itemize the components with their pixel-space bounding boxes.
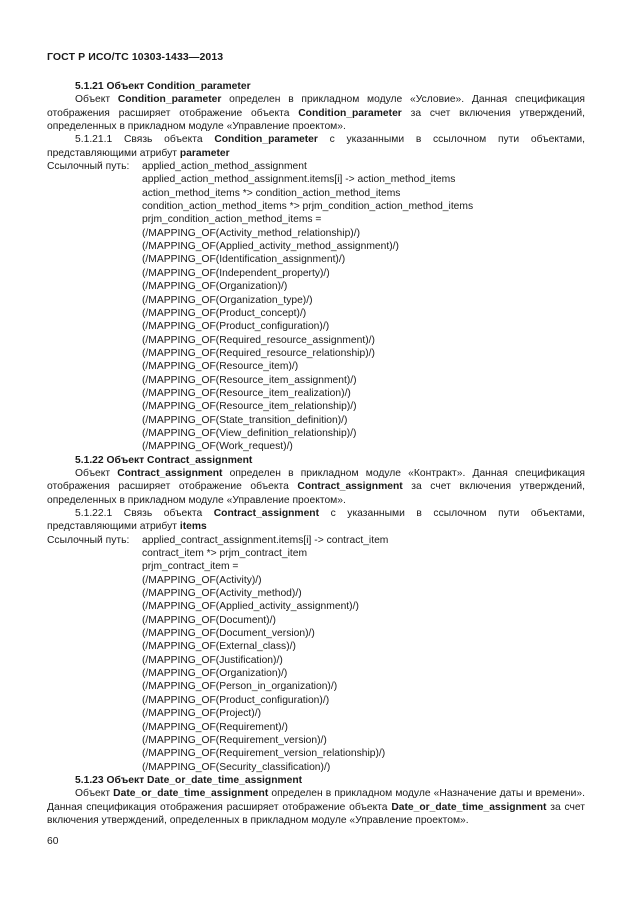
text-run: за счет включения утверждений, определенных в прикладном модуле «Управление проектом». (47, 107, 585, 133)
reference-path-line: (/MAPPING_OF(Resource_item)/) (142, 361, 299, 373)
attribute-name: items (179, 521, 207, 533)
reference-path-line: (/MAPPING_OF(Requirement_version_relationship)/) (142, 748, 386, 760)
section-heading: 5.1.22 Объект Contract_assignment (75, 454, 253, 466)
text-run: 5.1.21.1 Связь объекта (75, 134, 215, 146)
reference-path-line: (/MAPPING_OF(Required_resource_assignment)/) (142, 334, 375, 346)
section-heading: 5.1.23 Объект Date_or_date_time_assignment (75, 774, 303, 786)
reference-path-line: (/MAPPING_OF(Document)/) (142, 614, 276, 626)
reference-path-line: (/MAPPING_OF(Independent_property)/) (142, 267, 330, 279)
reference-path-line: prjm_contract_item = (142, 561, 239, 573)
reference-path-line: (/MAPPING_OF(Project)/) (142, 708, 261, 720)
text-run: за счет включения утверждений, определенных в прикладном модуле «Управление проектом». (47, 481, 585, 506)
reference-path-line: (/MAPPING_OF(Requirement_version)/) (142, 734, 327, 746)
reference-path-line: (/MAPPING_OF(State_transition_definition)/) (142, 414, 348, 426)
entity-name: Date_or_date_time_assignment (113, 788, 269, 800)
paragraph (47, 93, 585, 133)
reference-path-line: (/MAPPING_OF(Product_concept)/) (142, 307, 307, 319)
reference-path-line: (/MAPPING_OF(External_class)/) (142, 641, 296, 653)
reference-path-line: (/MAPPING_OF(Person_in_organization)/) (142, 681, 338, 693)
reference-path-line: applied_action_method_assignment (142, 161, 307, 173)
document-header: ГОСТ Р ИСО/ТС 10303-1433—2013 (47, 51, 224, 63)
reference-path (47, 534, 585, 774)
reference-path-label: Ссылочный путь: (47, 161, 130, 173)
reference-path-line: action_method_items *> condition_action_method_items (142, 187, 401, 199)
section-heading: 5.1.21 Объект Condition_parameter (75, 81, 251, 92)
entity-name: Contract_assignment (117, 467, 223, 479)
reference-path-line: (/MAPPING_OF(Activity_method_relationship)/) (142, 227, 361, 239)
reference-path-line: contract_item *> prjm_contract_item (142, 548, 308, 560)
text-run: определен в прикладном модуле «Назначение даты и времени». Данная спецификация отображения расширяет отображение объекта (47, 788, 585, 813)
entity-name: Date_or_date_time_assignment (391, 801, 547, 813)
reference-path-lines (47, 160, 585, 454)
text-run: Объект (75, 788, 114, 800)
text-run: 5.1.22.1 Связь объекта (75, 508, 214, 519)
entity-name: Condition_parameter (214, 134, 318, 146)
paragraph (47, 467, 585, 507)
reference-path-line: (/MAPPING_OF(Required_resource_relationship)/) (142, 347, 375, 359)
reference-path-line: (/MAPPING_OF(Justification)/) (142, 654, 283, 666)
reference-path-line: (/MAPPING_OF(Identification_assignment)/) (142, 254, 346, 266)
entity-name: Condition_parameter (117, 94, 222, 106)
entity-name: Contract_assignment (213, 508, 320, 519)
reference-path-line: (/MAPPING_OF(Activity_method)/) (142, 588, 302, 600)
reference-path (47, 160, 585, 454)
document-body (47, 80, 585, 827)
reference-path-line: (/MAPPING_OF(Work_request)/) (142, 441, 293, 453)
reference-path-line: (/MAPPING_OF(Product_configuration)/) (142, 694, 330, 706)
reference-path-line: (/MAPPING_OF(Organization)/) (142, 668, 288, 680)
reference-path-line: (/MAPPING_OF(Applied_activity_method_assignment)/) (142, 241, 399, 253)
text-run: за счет включения утверждений, определенных в прикладном модуле «Управление проектом». (47, 801, 585, 826)
reference-path-line: (/MAPPING_OF(Organization_type)/) (142, 294, 313, 306)
reference-path-line: (/MAPPING_OF(Security_classification)/) (142, 761, 331, 773)
reference-path-line: (/MAPPING_OF(View_definition_relationship)/) (142, 427, 357, 439)
reference-path-line: (/MAPPING_OF(Requirement)/) (142, 721, 288, 733)
reference-path-line: (/MAPPING_OF(Product_configuration)/) (142, 321, 330, 333)
reference-path-line: prjm_condition_action_method_items = (142, 214, 322, 226)
text-run: Объект (75, 467, 118, 479)
reference-path-line: (/MAPPING_OF(Resource_item_relationship)/) (142, 401, 357, 413)
reference-path-line: (/MAPPING_OF(Applied_activity_assignment)/) (142, 601, 359, 613)
paragraph (47, 507, 585, 534)
attribute-name: parameter (179, 147, 230, 159)
reference-path-lines (47, 534, 585, 774)
reference-path-label: Ссылочный путь: (47, 534, 130, 546)
text-run: с указанными в ссылочном пути объектами, представляющими атрибут (47, 508, 585, 533)
reference-path-line: (/MAPPING_OF(Organization)/) (142, 281, 288, 293)
paragraph (47, 787, 585, 827)
reference-path-line: applied_contract_assignment.items[i] -> contract_item (142, 534, 389, 546)
text-run: с указанными в ссылочном пути объектами, представляющими атрибут (47, 134, 585, 159)
reference-path-line: (/MAPPING_OF(Document_version)/) (142, 628, 315, 640)
text-run: Объект (75, 94, 118, 106)
entity-name: Condition_parameter (298, 107, 402, 119)
reference-path-line: (/MAPPING_OF(Activity)/) (142, 574, 262, 586)
reference-path-line: applied_action_method_assignment.items[i] -> action_method_items (142, 174, 456, 186)
paragraph (47, 133, 585, 160)
page-number: 60 (47, 836, 59, 847)
entity-name: Contract_assignment (297, 481, 403, 493)
reference-path-line: condition_action_method_items *> prjm_condition_action_method_items (142, 201, 474, 213)
text-run: определен в прикладном модуле «Условие». Данная спецификация отображения расширяет отображение объекта (47, 94, 585, 119)
reference-path-line: (/MAPPING_OF(Resource_item_assignment)/) (142, 374, 357, 386)
text-run: определен в прикладном модуле «Контракт». Данная спецификация отображения расширяет отображение объекта (47, 467, 585, 493)
reference-path-line: (/MAPPING_OF(Resource_item_realization)/) (142, 387, 351, 399)
